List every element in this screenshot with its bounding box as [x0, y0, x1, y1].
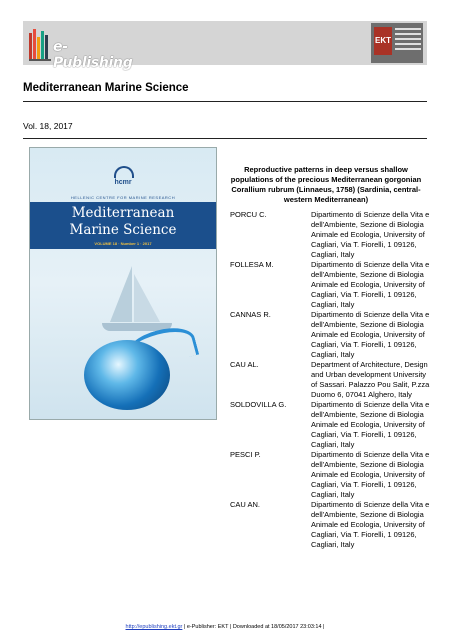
author-row [230, 450, 430, 500]
globe-icon [84, 340, 170, 410]
cover-publisher-full: HELLENIC CENTRE FOR MARINE RESEARCH [70, 195, 176, 200]
author-row [230, 260, 430, 310]
footer-link[interactable]: http://epublishing.ekt.gr [125, 624, 183, 630]
divider [23, 101, 427, 102]
hcmr-logo-icon [114, 166, 134, 178]
cover-title-line1: Mediterranean [71, 205, 175, 221]
cover-issue: VOLUME 18 · Number 1 · 2017 [94, 241, 152, 246]
footer [0, 624, 450, 630]
journal-cover-image [29, 147, 217, 420]
author-affiliation: Dipartimento di Scienze della Vita e dell'Ambiente, Sezione di Biologia Animale ed Ecologia, University of Cagliari, Via T. Fiorelli, 1 09126, Cagliari, Italy [311, 310, 430, 359]
author-name: CANNAS R. [230, 310, 271, 319]
author-affiliation: Dipartimento di Scienze della Vita e dell'Ambiente, Sezione di Biologia Animale ed Ecologia, University of Cagliari, Via T. Fiorelli, 1 09126, Cagliari, Italy [311, 210, 430, 259]
sailboat-icon [134, 274, 160, 322]
article-title: Reproductive patterns in deep versus shallow populations of the precious Mediterranean gorgonian Corallium rubrum (Linnaeus, 1758) (Sardinia, central-western Mediterranean) [230, 165, 422, 204]
logo-book-icon [33, 29, 36, 59]
logo-text: e-Publishing [53, 39, 133, 71]
header-banner [23, 21, 427, 71]
author-list [230, 210, 430, 550]
author-row [230, 210, 430, 260]
author-name: FOLLESA M. [230, 260, 274, 269]
logo-book-icon [45, 35, 48, 59]
author-affiliation: Dipartimento di Scienze della Vita e dell'Ambiente, Sezione di Biologia Animale ed Ecologia, University of Cagliari, Via T. Fiorelli, 1 09126, Cagliari, Italy [311, 400, 430, 449]
sailboat-icon [110, 266, 132, 322]
author-affiliation: Dipartimento di Scienze della Vita e dell'Ambiente, Sezione di Biologia Animale ed Ecologia, University of Cagliari, Via T. Fiorelli, 1 09126, Cagliari, Italy [311, 260, 430, 309]
author-name: CAU AN. [230, 500, 261, 509]
author-name: PORCU C. [230, 210, 267, 219]
cover-title-line2: Marine Science [69, 222, 177, 238]
author-affiliation: Department of Architecture, Design and Urban development University of Sassari. Palazzo Pou Salit, P.zza Duomo 6, 07041 Alghero, Italy [311, 360, 430, 399]
author-name: CAU AL. [230, 360, 259, 369]
logo-shelf [29, 59, 51, 61]
footer-text: | e-Publisher: EKT | Downloaded at 18/05/2017 23:03:14 | [182, 624, 325, 630]
author-name: SOLDOVILLA G. [230, 400, 287, 409]
author-affiliation: Dipartimento di Scienze della Vita e dell'Ambiente, Sezione di Biologia Animale ed Ecologia, University of Cagliari, Via T. Fiorelli, 1 09126, Cagliari, Italy [311, 500, 430, 549]
logo-book-icon [37, 37, 40, 59]
ekt-logo[interactable] [371, 23, 423, 63]
ekt-mark-icon: EKT [374, 27, 392, 55]
logo-book-icon [29, 33, 32, 59]
logo-book-icon [41, 31, 44, 59]
journal-title: Mediterranean Marine Science [23, 82, 189, 94]
volume-info: Vol. 18, 2017 [23, 121, 73, 131]
divider [23, 138, 427, 139]
author-row [230, 500, 430, 550]
author-row [230, 310, 430, 360]
author-row [230, 400, 430, 450]
epublishing-logo[interactable] [29, 25, 133, 71]
author-name: PESCI P. [230, 450, 261, 459]
ekt-wordmark-lines [395, 28, 421, 53]
author-row [230, 360, 430, 400]
cover-publisher: hcmr [114, 179, 132, 186]
author-affiliation: Dipartimento di Scienze della Vita e dell'Ambiente, Sezione di Biologia Animale ed Ecologia, University of Cagliari, Via T. Fiorelli, 1 09126, Cagliari, Italy [311, 450, 430, 499]
